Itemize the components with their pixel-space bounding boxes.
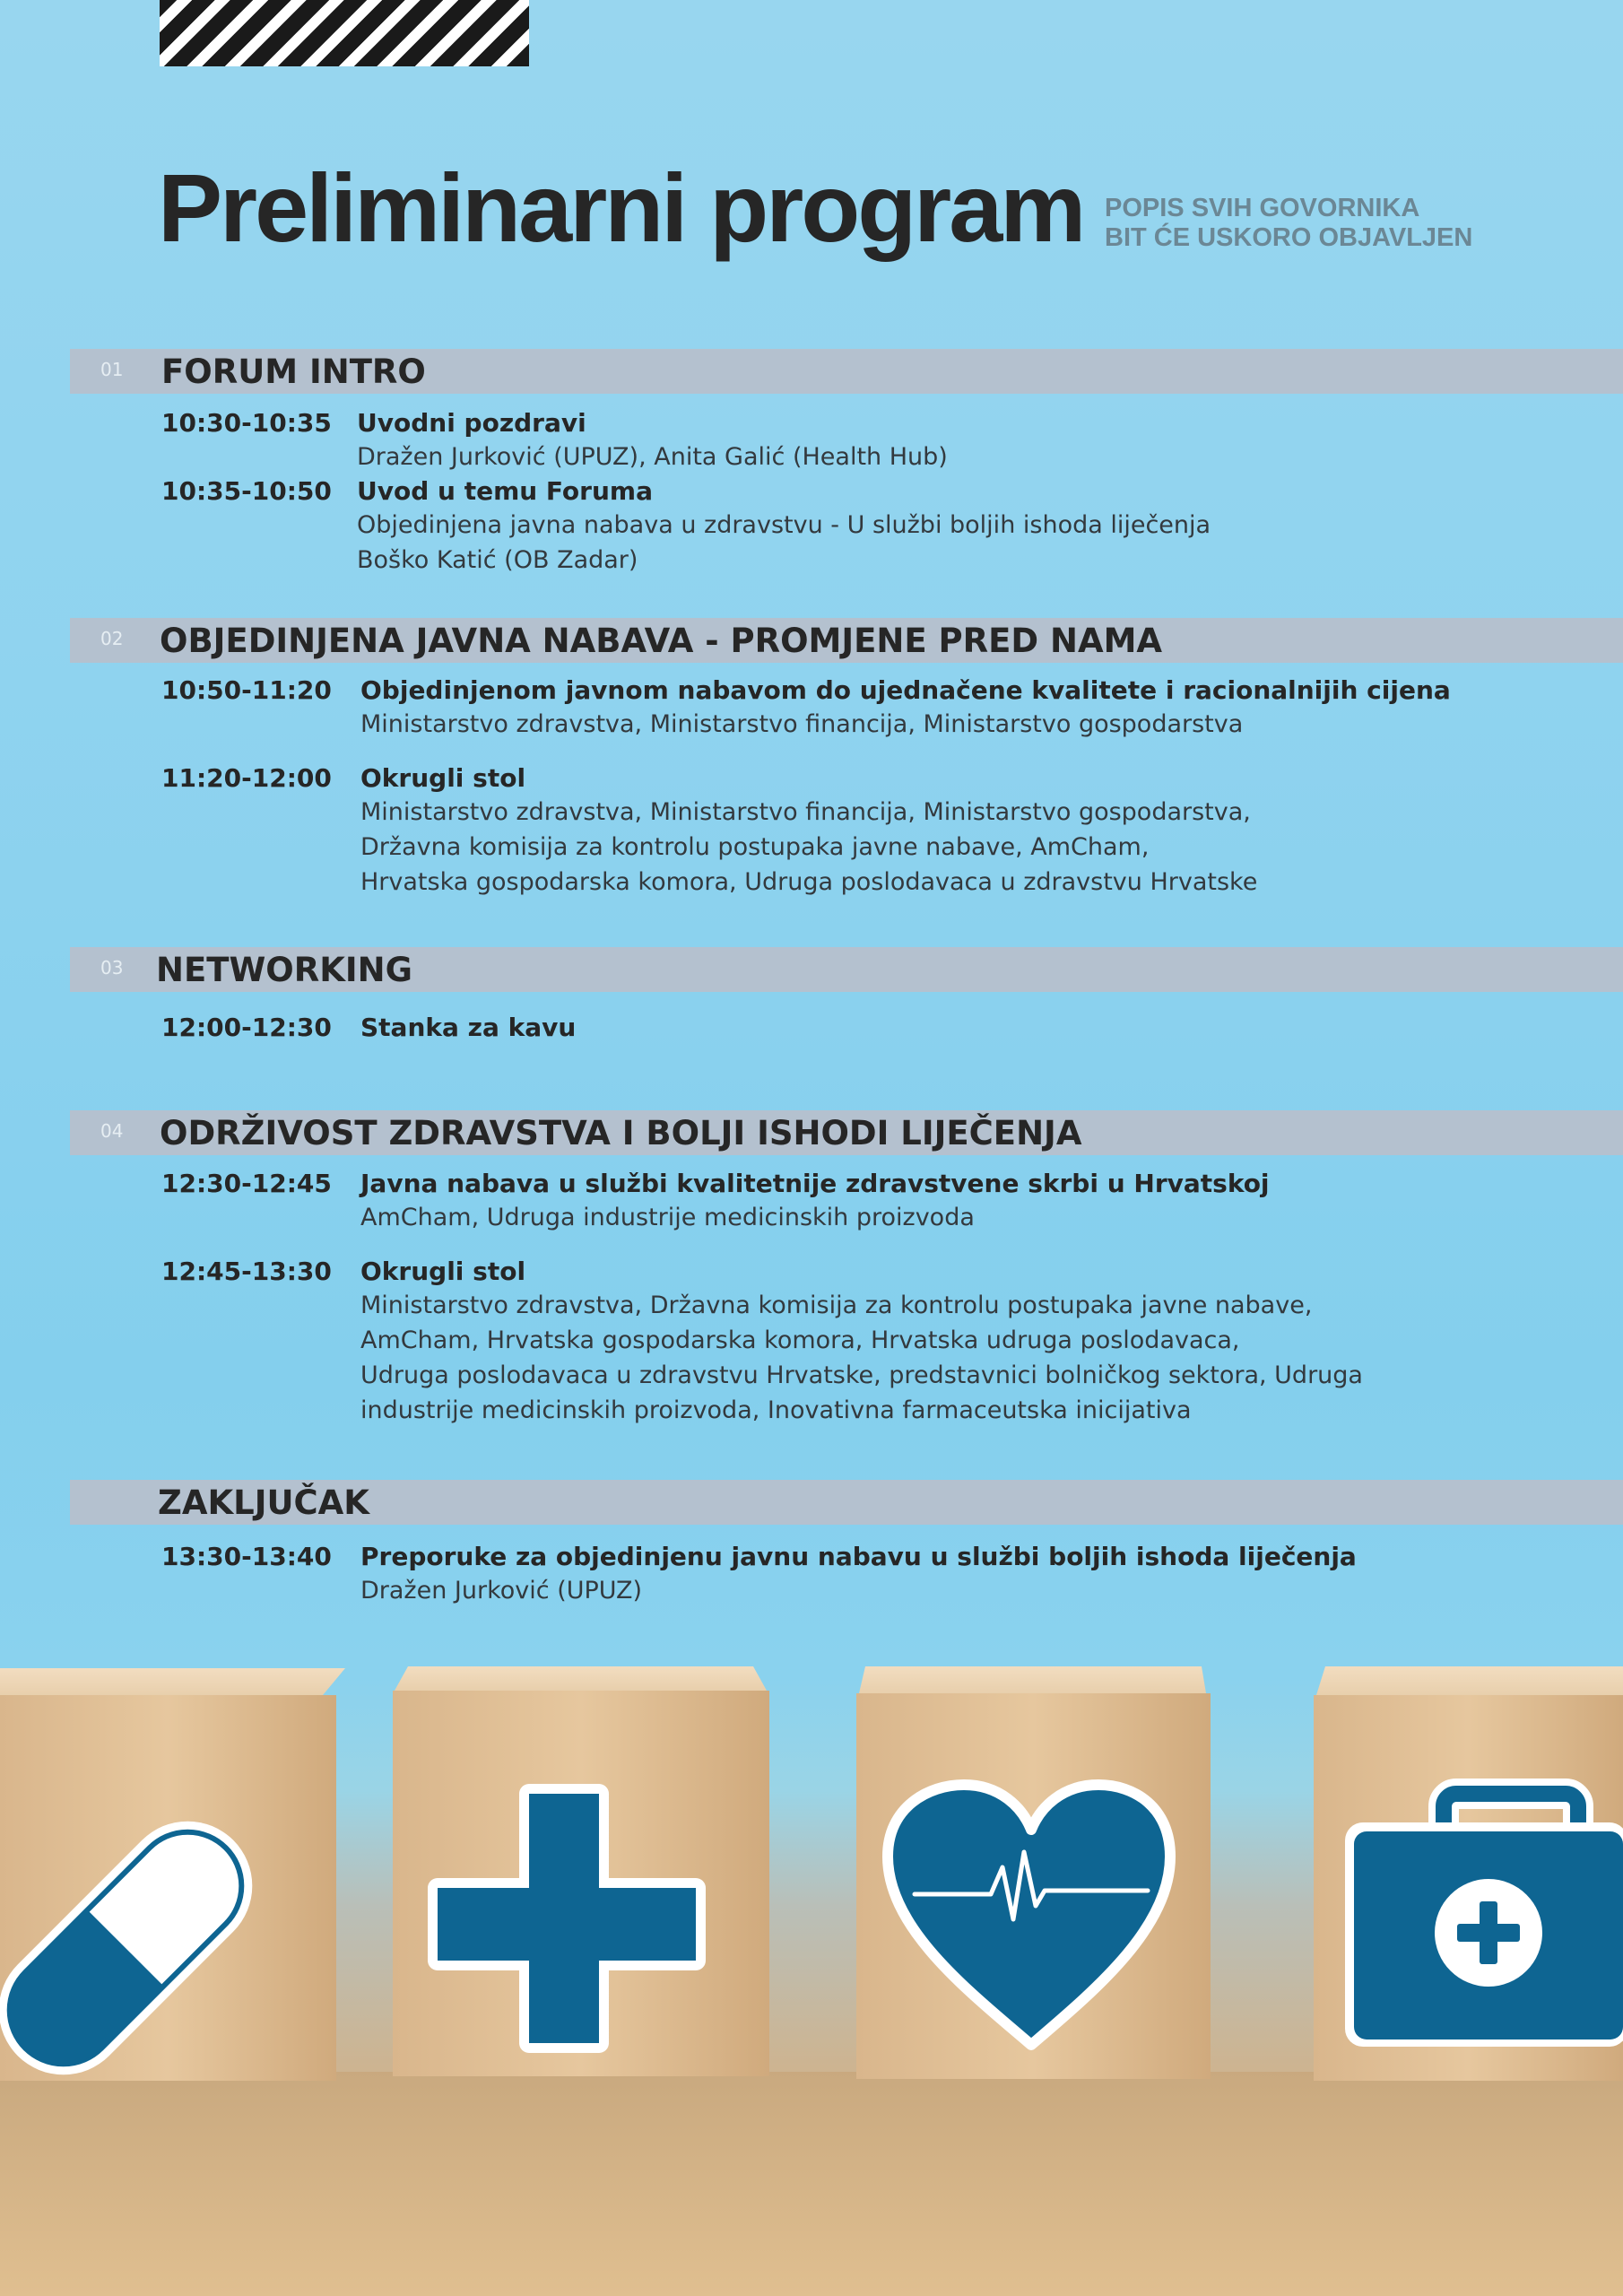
section-title: NETWORKING xyxy=(156,951,413,989)
session-title: Objedinjenom javnom nabavom do ujednačene kvalitete i racionalnijih cijena xyxy=(360,675,1451,705)
session-time: 12:00-12:30 xyxy=(161,1013,332,1042)
section-number: 03 xyxy=(100,957,124,978)
section-number: 02 xyxy=(100,628,124,649)
session-title: Uvod u temu Foruma xyxy=(357,476,653,506)
session-detail: industrije medicinskih proizvoda, Inovativna farmaceutska inicijativa xyxy=(360,1396,1192,1424)
section-number: 04 xyxy=(100,1120,124,1142)
session-title: Okrugli stol xyxy=(360,1257,526,1286)
section-header-procurement-changes xyxy=(70,618,1623,663)
session-detail: Ministarstvo zdravstva, Ministarstvo financija, Ministarstvo gospodarstva xyxy=(360,710,1244,738)
session-detail: Ministarstvo zdravstva, Državna komisija za kontrolu postupaka javne nabave, xyxy=(360,1292,1313,1319)
section-header-conclusion xyxy=(70,1480,1623,1525)
session-time: 10:30-10:35 xyxy=(161,408,332,438)
session-time: 13:30-13:40 xyxy=(161,1542,332,1571)
session-detail: Dražen Jurković (UPUZ), Anita Galić (Health Hub) xyxy=(357,443,948,471)
table-surface xyxy=(0,2072,1623,2296)
session-detail: Ministarstvo zdravstva, Ministarstvo financija, Ministarstvo gospodarstva, xyxy=(360,798,1251,826)
session-detail: Boško Katić (OB Zadar) xyxy=(357,546,638,574)
session-time: 12:45-13:30 xyxy=(161,1257,332,1286)
note-line-1: POPIS SVIH GOVORNIKA xyxy=(1105,194,1420,222)
session-detail: Udruga poslodavaca u zdravstvu Hrvatske, predstavnici bolničkog sektora, Udruga xyxy=(360,1361,1363,1389)
session-time: 10:50-11:20 xyxy=(161,675,332,705)
session-time: 11:20-12:00 xyxy=(161,763,332,793)
session-time: 10:35-10:50 xyxy=(161,476,332,506)
session-detail: AmCham, Hrvatska gospodarska komora, Hrvatska udruga poslodavaca, xyxy=(360,1326,1240,1354)
section-title: OBJEDINJENA JAVNA NABAVA - PROMJENE PRED NAMA xyxy=(160,622,1163,660)
session-title: Stanka za kavu xyxy=(360,1013,577,1042)
section-title: ODRŽIVOST ZDRAVSTVA I BOLJI ISHODI LIJEČENJA xyxy=(160,1114,1082,1152)
session-title: Uvodni pozdravi xyxy=(357,408,586,438)
decorative-stripe-bar xyxy=(160,0,529,66)
session-time: 12:30-12:45 xyxy=(161,1169,332,1198)
section-number: 01 xyxy=(100,359,124,380)
session-title: Javna nabava u službi kvalitetnije zdravstvene skrbi u Hrvatskoj xyxy=(360,1169,1270,1198)
wooden-blocks-illustration xyxy=(0,1659,1623,2296)
session-title: Okrugli stol xyxy=(360,763,526,793)
page-title: Preliminarni program xyxy=(158,153,1084,262)
first-aid-kit-icon xyxy=(1345,1794,1623,2047)
section-header-sustainability xyxy=(70,1110,1623,1155)
note-line-2: BIT ĆE USKORO OBJAVLJEN xyxy=(1105,223,1473,252)
section-header-networking xyxy=(70,947,1623,992)
session-detail: Hrvatska gospodarska komora, Udruga poslodavaca u zdravstvu Hrvatske xyxy=(360,868,1258,896)
speakers-announcement-note xyxy=(1105,194,1472,253)
session-detail: AmCham, Udruga industrije medicinskih proizvoda xyxy=(360,1204,975,1231)
section-title: ZAKLJUČAK xyxy=(158,1483,369,1522)
session-detail: Dražen Jurković (UPUZ) xyxy=(360,1577,643,1605)
section-header-forum-intro xyxy=(70,349,1623,394)
section-title: FORUM INTRO xyxy=(161,352,426,391)
session-title: Preporuke za objedinjenu javnu nabavu u službi boljih ishoda liječenja xyxy=(360,1542,1357,1571)
session-detail: Državna komisija za kontrolu postupaka javne nabave, AmCham, xyxy=(360,833,1150,861)
session-detail: Objedinjena javna nabava u zdravstvu - U službi boljih ishoda liječenja xyxy=(357,511,1211,539)
